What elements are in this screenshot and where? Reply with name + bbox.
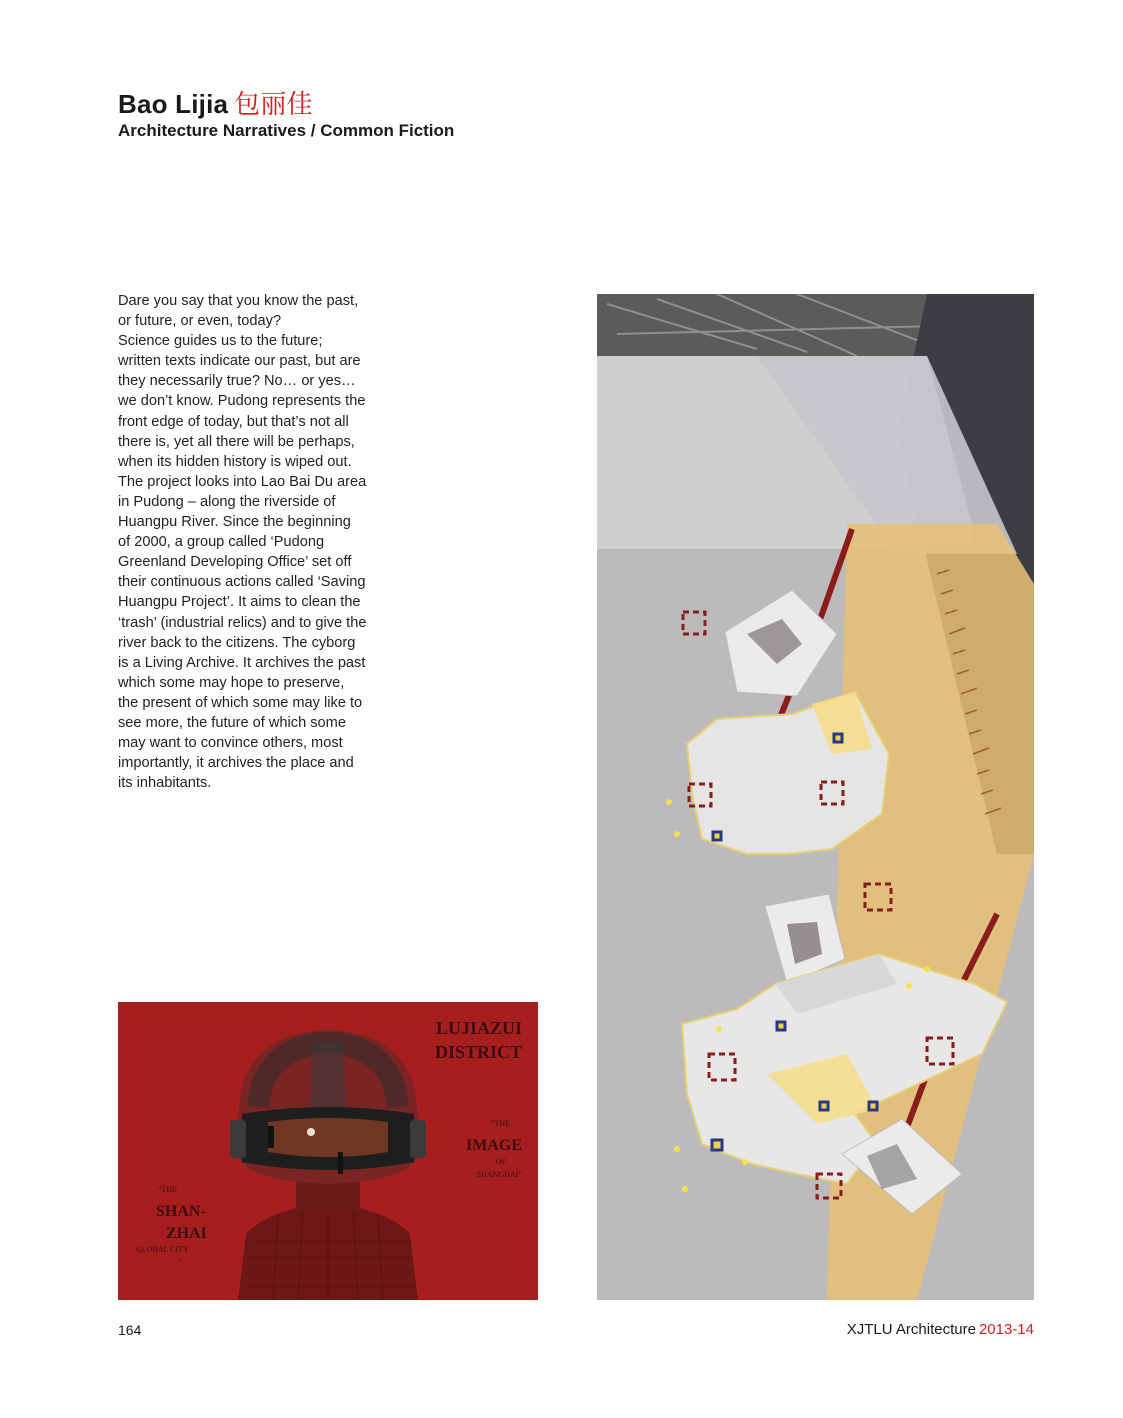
description-line: The project looks into Lao Bai Du area bbox=[118, 473, 367, 490]
description-line: when its hidden history is wiped out. bbox=[118, 453, 352, 470]
poster-left-quote: “THE bbox=[158, 1185, 178, 1194]
description-line: Dare you say that you know the past, bbox=[118, 293, 359, 309]
description-line: is a Living Archive. It archives the past bbox=[118, 654, 366, 671]
poster-left-zhai: ZHAI bbox=[166, 1225, 207, 1242]
project-description bbox=[118, 291, 410, 793]
description-line: which some may hope to preserve, bbox=[118, 674, 345, 691]
description-line: river back to the citizens. The cyborg bbox=[118, 634, 356, 651]
site-plan-image bbox=[597, 294, 1034, 1300]
poster-left-global: GLOBAL CITY bbox=[136, 1245, 189, 1254]
description-line: written texts indicate our past, but are bbox=[118, 353, 361, 370]
poster-title-line2: DISTRICT bbox=[434, 1042, 522, 1062]
description-line: or future, or even, today? bbox=[118, 313, 282, 330]
page-number: 164 bbox=[118, 1322, 142, 1338]
poster-right-shanghai: SHANGHAI” bbox=[476, 1170, 522, 1179]
description-line: may want to convince others, most bbox=[118, 735, 343, 752]
description-line: of 2000, a group called ‘Pudong bbox=[118, 534, 325, 551]
description-line: there is, yet all there will be perhaps, bbox=[118, 433, 355, 450]
description-line: Huangpu River. Since the beginning bbox=[118, 514, 351, 531]
author-name bbox=[118, 84, 313, 121]
description-line: Huangpu Project’. It aims to clean the bbox=[118, 594, 361, 611]
description-line: their continuous actions called ‘Saving bbox=[118, 574, 366, 591]
description-line: Greenland Developing Office’ set off bbox=[118, 554, 352, 571]
publication-year: 2013-14 bbox=[978, 1321, 1034, 1338]
description-line: they necessarily true? No… or yes… bbox=[118, 373, 356, 390]
description-line: importantly, it archives the place and bbox=[118, 755, 354, 772]
description-line: Science guides us to the future; bbox=[118, 333, 323, 350]
poster-right-quote: “THE bbox=[490, 1119, 510, 1128]
poster-left-endquote: ” bbox=[178, 1257, 182, 1266]
author-name-en: Bao Lijia bbox=[118, 89, 229, 119]
poster-right-of: OF bbox=[495, 1157, 506, 1166]
publication-footer bbox=[847, 1321, 1034, 1338]
helmet-poster-image bbox=[118, 1002, 538, 1300]
description-line: front edge of today, but that’s not all bbox=[118, 413, 349, 430]
description-line: see more, the future of which some bbox=[118, 714, 346, 731]
author-name-cn: 包丽佳 bbox=[234, 90, 313, 120]
description-line: the present of which some may like to bbox=[118, 694, 363, 711]
description-line: ‘trash’ (industrial relics) and to give the bbox=[118, 614, 367, 631]
poster-right-image: IMAGE bbox=[466, 1137, 522, 1154]
description-line: its inhabitants. bbox=[118, 775, 212, 792]
poster-left-shan: SHAN- bbox=[156, 1203, 206, 1220]
publication-name: XJTLU Architecture bbox=[846, 1321, 976, 1338]
description-line: in Pudong – along the riverside of bbox=[118, 493, 336, 510]
description-line: we don’t know. Pudong represents the bbox=[118, 393, 366, 410]
poster-title-line1: LUJIAZUI bbox=[435, 1018, 522, 1038]
project-subtitle: Architecture Narratives / Common Fiction bbox=[118, 121, 455, 140]
